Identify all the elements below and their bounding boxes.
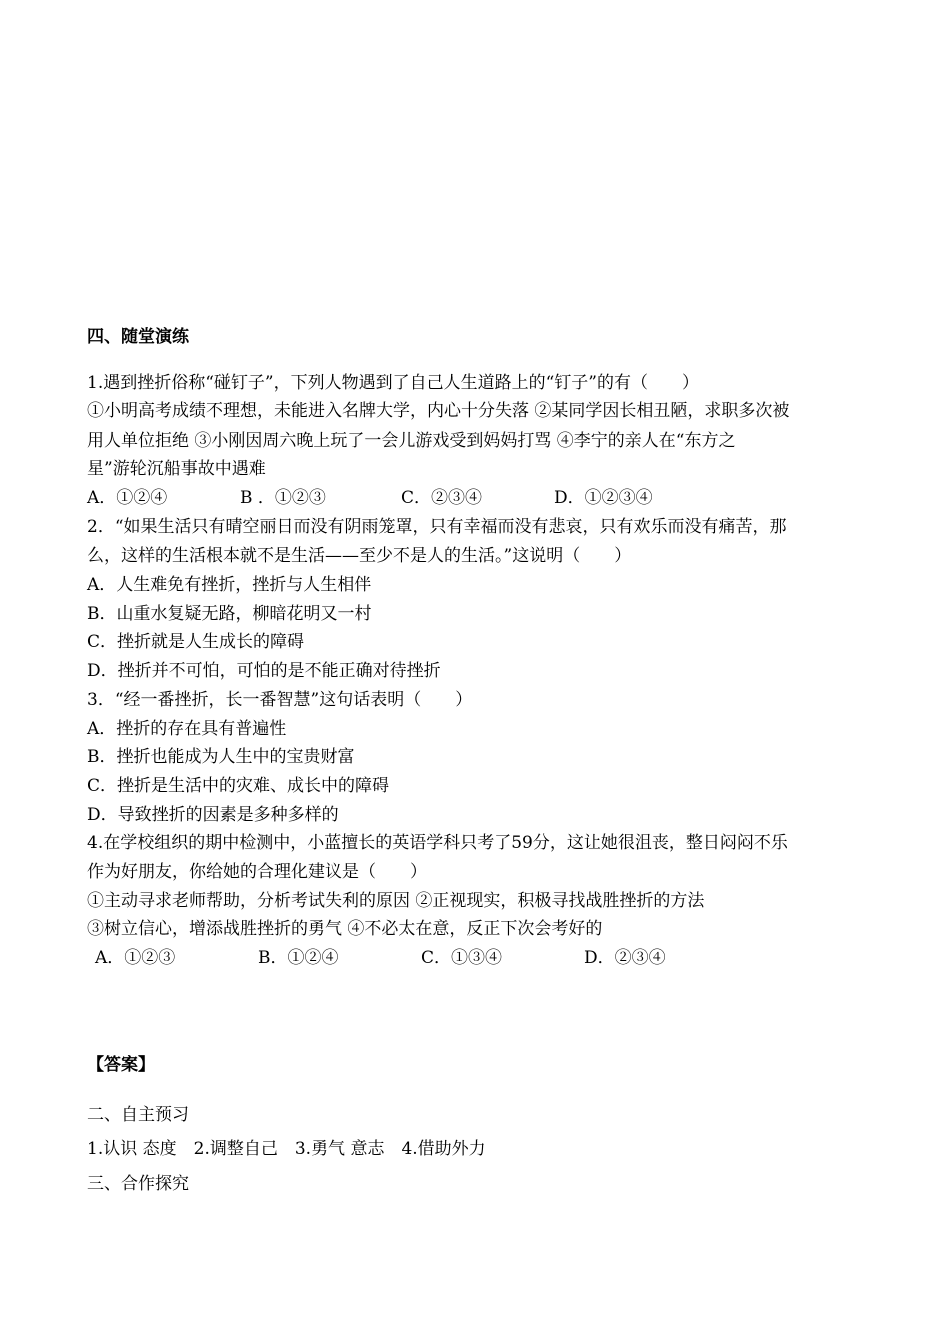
answers-heading: 【答案】 (87, 1055, 155, 1075)
question-4-option-c: C．①③④ (421, 948, 503, 968)
question-2-option-a: A．人生难免有挫折，挫折与人生相伴 (87, 575, 372, 595)
question-2-line-2: 么，这样的生活根本就不是生活——至少不是人的生活。”这说明（ ） (87, 546, 632, 566)
question-4-option-d: D．②③④ (584, 948, 666, 968)
question-4-line-3: ①主动寻求老师帮助，分析考试失利的原因 ②正视现实，积极寻找战胜挫折的方法 (87, 891, 705, 911)
question-4-line-1: 4.在学校组织的期中检测中，小蓝擅长的英语学科只考了59分，这让她很沮丧，整日闷闷不乐 (87, 833, 788, 853)
answers-part-3-title: 三、合作探究 (87, 1174, 189, 1194)
answers-part-2-title: 二、自主预习 (87, 1105, 189, 1125)
question-2-option-b: B．山重水复疑无路，柳暗花明又一村 (87, 604, 372, 624)
question-4-options (95, 947, 666, 969)
question-2-option-c: C．挫折就是人生成长的障碍 (87, 632, 305, 652)
question-1-option-d: D．①②③④ (554, 488, 653, 508)
question-1-options (87, 487, 653, 509)
question-1-line-4: 星”游轮沉船事故中遇难 (87, 459, 266, 479)
question-3-option-a: A．挫折的存在具有普遍性 (87, 719, 287, 739)
question-3-option-c: C．挫折是生活中的灾难、成长中的障碍 (87, 776, 390, 796)
question-4-option-a: A．①②③ (95, 948, 176, 968)
question-2-line-1: 2．“如果生活只有晴空丽日而没有阴雨笼罩，只有幸福而没有悲哀，只有欢乐而没有痛苦，那 (87, 517, 787, 537)
question-1-line-2: ①小明高考成绩不理想，未能进入名牌大学，内心十分失落 ②某同学因长相丑陋，求职多次被 (87, 401, 790, 421)
question-4-line-4: ③树立信心，增添战胜挫折的勇气 ④不必太在意，反正下次会考好的 (87, 919, 603, 939)
question-3-option-b: B．挫折也能成为人生中的宝贵财富 (87, 747, 355, 767)
section-4-heading: 四、随堂演练 (87, 327, 189, 347)
answers-part-2-items: 1.认识 态度 2.调整自己 3.勇气 意志 4.借助外力 (87, 1139, 486, 1159)
question-2-option-d: D．挫折并不可怕，可怕的是不能正确对待挫折 (87, 661, 441, 681)
question-1-line-3: 用人单位拒绝 ③小刚因周六晚上玩了一会儿游戏受到妈妈打骂 ④李宁的亲人在“东方之 (87, 431, 736, 451)
question-4-line-2: 作为好朋友，你给她的合理化建议是（ ） (87, 862, 427, 882)
question-1-option-c: C．②③④ (401, 488, 483, 508)
question-1-option-a: A．①②④ (87, 488, 168, 508)
question-3-stem: 3．“经一番挫折，长一番智慧”这句话表明（ ） (87, 690, 473, 710)
question-1-option-b: B ．①②③ (240, 488, 326, 508)
question-3-option-d: D．导致挫折的因素是多种多样的 (87, 805, 339, 825)
question-1-line-1: 1.遇到挫折俗称“碰钉子”，下列人物遇到了自己人生道路上的“钉子”的有（ ） (87, 373, 699, 393)
question-4-option-b: B．①②④ (258, 948, 339, 968)
